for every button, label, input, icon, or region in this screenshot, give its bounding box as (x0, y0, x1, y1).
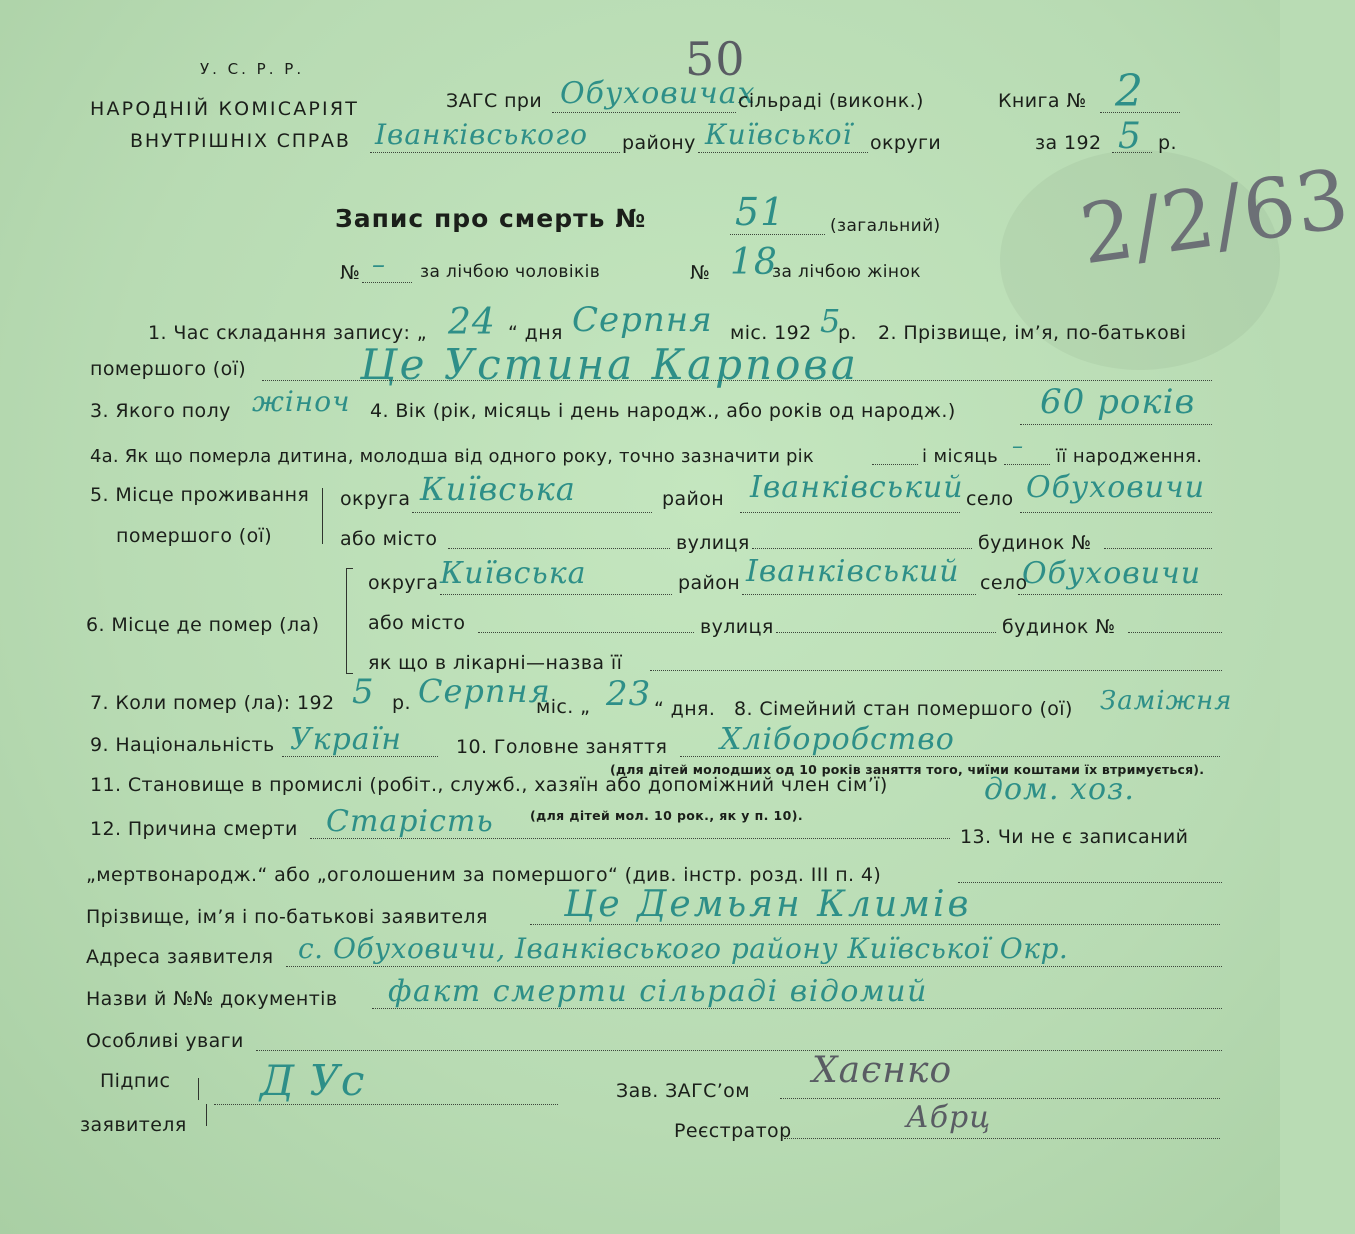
archive-mark: 2/2/63 (1074, 151, 1355, 284)
year-dots (1112, 152, 1152, 153)
f4-label: 4. Вік (рік, місяць і день народж., або років од народж.) (370, 400, 956, 422)
f1-day: 24 (448, 302, 496, 343)
f5-brace (322, 488, 323, 544)
book-dots (1100, 112, 1180, 113)
deceased-label: помершого (ої) (90, 358, 247, 380)
f5-selo-label: село (966, 488, 1014, 510)
zags-value: Обуховичах (560, 76, 756, 111)
f6-city-label: або місто (368, 612, 466, 634)
f12-dots (310, 838, 950, 839)
sign-brace-2 (206, 1104, 207, 1126)
f5-house-label: будинок № (978, 532, 1092, 554)
docs-value: факт смерти сільраді відомий (388, 974, 928, 1009)
f11-note: (для дітей мол. 10 рок., як у п. 10). (530, 808, 803, 823)
f5-house-dots (1104, 548, 1212, 549)
head-sign-dots (780, 1098, 1220, 1099)
f4a-month-dots (1004, 464, 1050, 465)
f6-okruh-value: Київська (440, 556, 587, 591)
f7-label: 7. Коли помер (ла): 192 (90, 692, 335, 714)
f4a-month-label: і місяць (922, 446, 999, 467)
head-label: Зав. ЗАГС’ом (616, 1080, 750, 1102)
f6-street-dots (776, 632, 996, 633)
f5-selo-value: Обуховичи (1026, 470, 1206, 505)
address-label: Адреса заявителя (86, 946, 274, 968)
f5-okruh-dots (412, 512, 652, 513)
f1-day-close: “ дня (508, 322, 563, 344)
f10-note: (для дітей молодших од 10 років заняття того, чиїми коштами їх втримується). (610, 762, 1205, 777)
f10-dots (680, 756, 1220, 757)
f2-label: 2. Прізвище, ім’я, по-батькові (878, 322, 1187, 344)
f6-okruh-dots (440, 594, 672, 595)
f4a-month-value: – (1012, 434, 1024, 459)
book-value: 2 (1115, 66, 1144, 117)
men-label: за лічбою чоловіків (420, 262, 601, 282)
zags-post-label: сільраді (виконк.) (738, 90, 924, 112)
f6-selo-label: село (980, 572, 1028, 594)
sign-label-2: заявителя (80, 1114, 187, 1136)
f4-dots (1020, 424, 1212, 425)
sign-brace-1 (198, 1078, 199, 1100)
f1-year-suffix: р. (838, 322, 857, 344)
men-value: – (372, 250, 386, 280)
f13-label: 13. Чи не є записаний (960, 826, 1189, 848)
f1-year: 5 (820, 302, 842, 340)
head-signature: Хаєнко (812, 1050, 953, 1091)
year-value: 5 (1118, 116, 1142, 157)
f5-selo-dots (1020, 512, 1212, 513)
f5-raion-label: район (662, 488, 725, 510)
applicant-signature: Д Ус (260, 1056, 366, 1105)
registrar-label: Реєстратор (674, 1120, 792, 1142)
f5-street-label: вулиця (676, 532, 750, 554)
f6-bracket (346, 568, 353, 674)
f1-month: Серпня (572, 300, 713, 340)
men-no-label: № (340, 262, 361, 284)
f3-label: 3. Якого полу (90, 400, 231, 422)
f5-city-dots (448, 548, 670, 549)
f4-value: 60 років (1040, 382, 1196, 422)
ussr-label: У. С. Р. Р. (200, 60, 305, 78)
docs-label: Назви й №№ документів (86, 988, 338, 1010)
raion-dots (370, 152, 620, 153)
address-dots (286, 966, 1222, 967)
f10-value: Хліборобство (720, 722, 955, 757)
f8-value: Заміжня (1100, 686, 1233, 716)
f5-label-2: помершого (ої) (116, 525, 273, 547)
sign-label-1: Підпис (100, 1070, 171, 1092)
f6-street-label: вулиця (700, 616, 774, 638)
men-dots (362, 282, 412, 283)
f1-label: 1. Час складання запису: „ (148, 322, 428, 344)
address-value: с. Обуховичи, Іванківського району Київської Окр. (298, 932, 1069, 965)
f5-raion-value: Іванківський (750, 470, 964, 505)
f1-month-suffix: міс. 192 (730, 322, 812, 344)
f6-selo-value: Обуховичи (1022, 556, 1202, 591)
f9-dots (282, 756, 438, 757)
deceased-dots (262, 380, 1212, 381)
f4a-year-dots (872, 464, 918, 465)
f6-raion-dots (742, 594, 976, 595)
f12-value: Старість (326, 804, 494, 839)
f6-label: 6. Місце де помер (ла) (86, 614, 320, 636)
f6-raion-value: Іванківський (746, 554, 960, 589)
f6-okruh-label: округа (368, 572, 439, 594)
f11-value: дом. хоз. (984, 772, 1135, 807)
registrar-signature: Абрц (906, 1100, 992, 1135)
women-no-label: № (690, 262, 711, 284)
year-pre-label: за 192 (1035, 132, 1102, 154)
deceased-value: Це Устина Карпова (360, 340, 859, 389)
raion-label: району (622, 132, 696, 154)
applicant-label: Прізвище, ім’я і по-батькові заявителя (86, 906, 488, 928)
okruh-dots (698, 152, 868, 153)
f5-city-label: або місто (340, 528, 438, 550)
f5-raion-dots (740, 512, 960, 513)
f6-raion-label: район (678, 572, 741, 594)
record-title: Запис про смерть № (335, 204, 647, 233)
zags-pre-label: ЗАГС при (446, 90, 543, 112)
docs-dots (372, 1008, 1222, 1009)
f5-label-1: 5. Місце проживання (90, 484, 310, 506)
f11-label: 11. Становище в промислі (робіт., служб., хазяїн або допоміжний член сім’ї) (90, 774, 888, 796)
book-label: Книга № (998, 90, 1087, 112)
f5-okruh-value: Київська (420, 470, 576, 508)
f4a-end: її народження. (1056, 446, 1203, 467)
ministry-line1: НАРОДНІЙ КОМІСАРІЯТ (90, 98, 360, 120)
record-number: 51 (735, 190, 786, 234)
f6-hospital-dots (650, 670, 1222, 671)
f9-label: 9. Національність (90, 734, 275, 756)
women-label: за лічбою жінок (772, 262, 921, 282)
f5-street-dots (752, 548, 972, 549)
okruh-value: Київської (705, 118, 853, 151)
notes-dots (256, 1050, 1222, 1051)
year-post-label: р. (1158, 132, 1177, 154)
f5-okruh-label: округа (340, 488, 411, 510)
notes-label: Особливі уваги (86, 1030, 244, 1052)
f9-value: Україн (290, 722, 403, 757)
f6-city-dots (478, 632, 694, 633)
f6-house-label: будинок № (1002, 616, 1116, 638)
applicant-sign-dots (214, 1104, 558, 1105)
f6-hospital-label: як що в лікарні—назва її (368, 652, 623, 674)
f7-month: Серпня (418, 672, 551, 710)
record-number-dots (730, 234, 825, 235)
ministry-line2: ВНУТРІШНІХ СПРАВ (130, 130, 351, 152)
f7-month-suffix: міс. „ (536, 696, 591, 718)
top-number: 50 (685, 32, 746, 86)
f10-label: 10. Головне заняття (456, 736, 668, 758)
okruh-label: округи (870, 132, 942, 154)
f6-house-dots (1128, 632, 1222, 633)
f13-label-2: „мертвонародж.“ або „оголошеним за помершого“ (див. інстр. розд. III п. 4) (86, 864, 882, 886)
zags-dots (552, 112, 736, 113)
f13-dots (958, 882, 1222, 883)
applicant-dots (530, 924, 1220, 925)
f7-day-suffix: “ дня. (654, 698, 716, 720)
f12-label: 12. Причина смерти (90, 818, 298, 840)
f6-selo-dots (1018, 594, 1222, 595)
f7-day: 23 (606, 674, 652, 714)
applicant-value: Це Демьян Климів (564, 884, 972, 925)
f7-year-suffix: р. (392, 692, 411, 714)
raion-value: Іванківського (375, 118, 588, 151)
f3-value: жіноч (252, 385, 351, 418)
general-label: (загальний) (830, 216, 941, 236)
f7-year: 5 (352, 672, 375, 712)
registrar-sign-dots (784, 1138, 1220, 1139)
f8-label: 8. Сімейний стан помершого (ої) (734, 698, 1073, 720)
f4a-label: 4а. Як що померла дитина, молодша від одного року, точно зазначити рік (90, 446, 814, 467)
women-value: 18 (730, 242, 778, 283)
